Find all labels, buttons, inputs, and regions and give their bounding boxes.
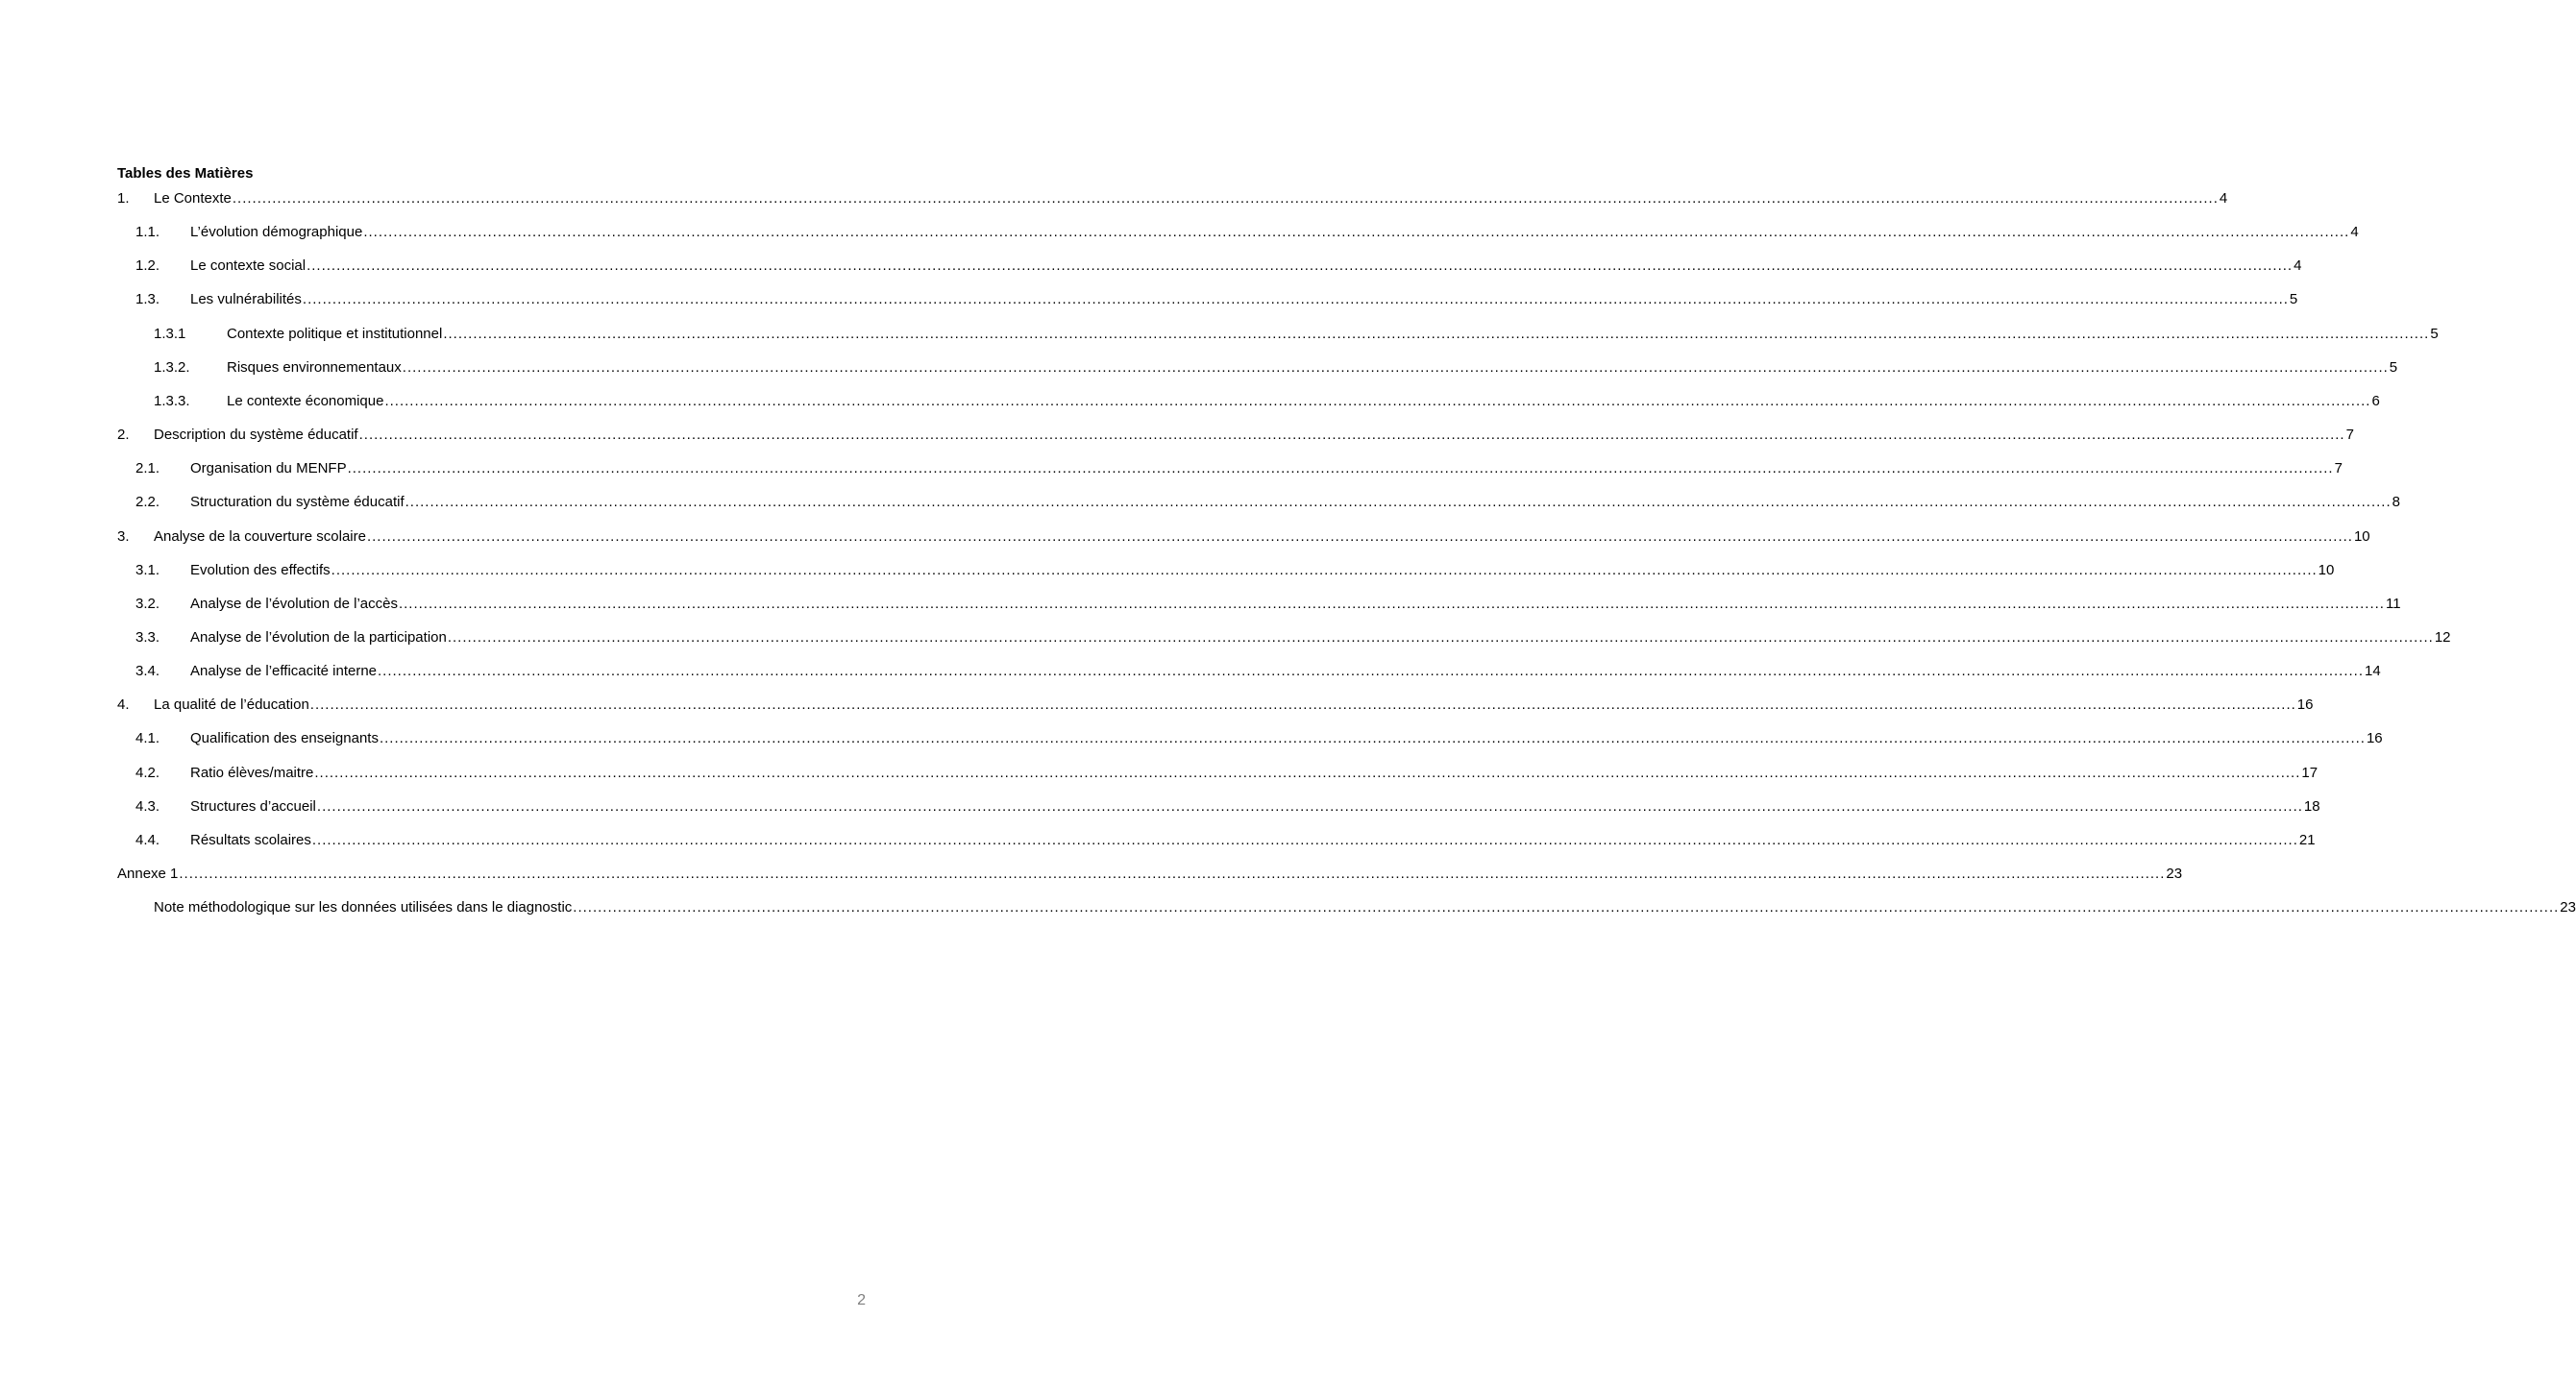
- toc-title: Tables des Matières: [117, 165, 254, 182]
- toc-entry-page: 4: [2219, 190, 2228, 207]
- toc-entry[interactable]: [0, 357, 2398, 379]
- toc-entry-page: 5: [2289, 291, 2298, 308]
- toc-entry[interactable]: [0, 492, 2400, 513]
- toc-leader-dots: ................................................................................................................................................................................................................................................................................................................................................................................................................: [347, 460, 2334, 477]
- toc-entry-page: 12: [2434, 629, 2451, 646]
- toc-leader-dots: ................................................................................................................................................................................................................................................................................................................................................................................................................: [331, 561, 2318, 578]
- toc-entry-page: 6: [2371, 392, 2380, 409]
- toc-entry-label: Le Contexte: [154, 190, 232, 207]
- toc-entry-number: 2.1.: [135, 460, 160, 477]
- toc-entry-label: Les vulnérabilités: [190, 291, 302, 308]
- toc-entry-number: 1.: [117, 190, 130, 207]
- toc-entry-label: Analyse de l’évolution de l’accès: [190, 595, 398, 612]
- toc-leader-dots: ................................................................................................................................................................................................................................................................................................................................................................................................................: [314, 764, 2301, 781]
- toc-entry[interactable]: [0, 391, 2380, 412]
- toc-entry-number: 4.4.: [135, 831, 160, 848]
- toc-leader-dots: ................................................................................................................................................................................................................................................................................................................................................................................................................: [311, 831, 2298, 848]
- toc-entry-number: 1.2.: [135, 257, 160, 275]
- toc-entry[interactable]: [0, 425, 2354, 446]
- toc-entry[interactable]: [0, 763, 2318, 784]
- toc-entry-page: 10: [2353, 527, 2370, 545]
- toc-entry-page: 8: [2392, 494, 2400, 511]
- toc-entry[interactable]: [0, 661, 2381, 682]
- toc-entry-number: 1.3.2.: [154, 358, 190, 376]
- toc-entry[interactable]: [0, 796, 2320, 818]
- toc-entry-label: Qualification des enseignants: [190, 730, 379, 747]
- toc-entry-label: L’évolution démographique: [190, 224, 363, 241]
- toc-entry-number: 3.1.: [135, 561, 160, 578]
- toc-leader-dots: ................................................................................................................................................................................................................................................................................................................................................................................................................: [309, 696, 2296, 714]
- toc-entry-page: 21: [2298, 831, 2316, 848]
- toc-entry-label: Analyse de l’efficacité interne: [190, 663, 378, 680]
- toc-entry[interactable]: [0, 256, 2302, 277]
- toc-entry-page: 10: [2318, 561, 2335, 578]
- toc-entry-label: Le contexte social: [190, 257, 307, 275]
- toc-entry[interactable]: [0, 458, 2343, 479]
- toc-entry-page: 14: [2365, 663, 2381, 680]
- toc-entry-number: 1.1.: [135, 224, 160, 241]
- toc-entry-number: 4.3.: [135, 797, 160, 815]
- toc-entry-page: 5: [2389, 358, 2398, 376]
- toc-entry-page: 7: [2345, 427, 2354, 443]
- toc-entry-label: Ratio élèves/maitre: [190, 764, 314, 781]
- toc-entry-page: 23: [2166, 866, 2183, 882]
- toc-entry-page: 16: [2366, 730, 2383, 747]
- toc-leader-dots: ................................................................................................................................................................................................................................................................................................................................................................................................................: [443, 325, 2430, 342]
- toc-leader-dots: ................................................................................................................................................................................................................................................................................................................................................................................................................: [405, 494, 2392, 511]
- toc-entry-page: 4: [2350, 224, 2359, 241]
- page-number: 2: [857, 1292, 866, 1308]
- toc-entry-label: Organisation du MENFP: [190, 460, 347, 477]
- toc-entry-label: La qualité de l’éducation: [154, 696, 309, 714]
- toc-entry[interactable]: [0, 560, 2335, 581]
- toc-entry-page: 18: [2303, 797, 2320, 815]
- toc-entry-number: 3.: [117, 527, 130, 545]
- toc-entry-label: Note méthodologique sur les données utilisées dans le diagnostic: [154, 899, 573, 916]
- toc-leader-dots: ................................................................................................................................................................................................................................................................................................................................................................................................................: [398, 595, 2385, 612]
- toc-entry-number: 1.3.1: [154, 325, 186, 342]
- toc-entry[interactable]: [0, 728, 2383, 749]
- toc-leader-dots: ................................................................................................................................................................................................................................................................................................................................................................................................................: [302, 291, 2289, 308]
- toc-entry[interactable]: [0, 222, 2359, 243]
- toc-entry-number: 4.1.: [135, 730, 160, 747]
- toc-entry-label: Analyse de la couverture scolaire: [154, 527, 366, 545]
- toc-entry-label: Résultats scolaires: [190, 831, 311, 848]
- toc-entry[interactable]: [0, 526, 2370, 548]
- toc-leader-dots: ................................................................................................................................................................................................................................................................................................................................................................................................................: [447, 629, 2434, 646]
- toc-entry[interactable]: [0, 830, 2316, 851]
- toc-entry-number: 4.2.: [135, 764, 160, 781]
- toc-leader-dots: ................................................................................................................................................................................................................................................................................................................................................................................................................: [573, 899, 2560, 916]
- toc-entry-label: Structures d’accueil: [190, 797, 316, 815]
- toc-entry[interactable]: [0, 627, 2451, 648]
- toc-entry-number: 3.2.: [135, 595, 160, 612]
- toc-entry[interactable]: [0, 188, 2228, 209]
- toc-entry[interactable]: [0, 324, 2439, 345]
- toc-entry-page: 7: [2334, 460, 2343, 477]
- toc-entry-number: 1.3.: [135, 291, 160, 308]
- toc-entry-page: 5: [2430, 325, 2439, 342]
- toc-entry-label: Annexe 1: [117, 866, 179, 882]
- toc-leader-dots: ................................................................................................................................................................................................................................................................................................................................................................................................................: [179, 866, 2166, 882]
- toc-entry-number: 3.4.: [135, 663, 160, 680]
- toc-entry[interactable]: [0, 897, 2576, 918]
- toc-leader-dots: ................................................................................................................................................................................................................................................................................................................................................................................................................: [307, 257, 2294, 275]
- toc-leader-dots: ................................................................................................................................................................................................................................................................................................................................................................................................................: [358, 427, 2345, 443]
- toc-leader-dots: ................................................................................................................................................................................................................................................................................................................................................................................................................: [384, 392, 2371, 409]
- toc-entry-label: Structuration du système éducatif: [190, 494, 405, 511]
- toc-entry-label: Description du système éducatif: [154, 427, 358, 443]
- toc-leader-dots: ................................................................................................................................................................................................................................................................................................................................................................................................................: [378, 663, 2365, 680]
- toc-leader-dots: ................................................................................................................................................................................................................................................................................................................................................................................................................: [316, 797, 2303, 815]
- toc-entry-label: Evolution des effectifs: [190, 561, 331, 578]
- toc-entry-number: 3.3.: [135, 629, 160, 646]
- toc-entry-page: 4: [2294, 257, 2302, 275]
- toc-entry-page: 11: [2385, 595, 2401, 612]
- toc-leader-dots: ................................................................................................................................................................................................................................................................................................................................................................................................................: [363, 224, 2350, 241]
- toc-entry[interactable]: [0, 289, 2298, 310]
- toc-leader-dots: ................................................................................................................................................................................................................................................................................................................................................................................................................: [379, 730, 2366, 747]
- toc-entry-label: Le contexte économique: [227, 392, 384, 409]
- toc-entry-number: 4.: [117, 696, 130, 714]
- toc-entry[interactable]: [0, 864, 2183, 885]
- toc-leader-dots: ................................................................................................................................................................................................................................................................................................................................................................................................................: [232, 190, 2219, 207]
- toc-leader-dots: ................................................................................................................................................................................................................................................................................................................................................................................................................: [402, 358, 2389, 376]
- toc-entry[interactable]: [0, 695, 2314, 716]
- toc-entry-label: Analyse de l’évolution de la participation: [190, 629, 447, 646]
- toc-entry-page: 16: [2296, 696, 2314, 714]
- toc-entry-number: 1.3.3.: [154, 392, 190, 409]
- toc-entry-label: Contexte politique et institutionnel: [227, 325, 443, 342]
- toc-entry-number: 2.2.: [135, 494, 160, 511]
- toc-entry-page: 23: [2560, 899, 2576, 916]
- toc-entry-page: 17: [2301, 764, 2318, 781]
- toc-entry[interactable]: [0, 594, 2401, 615]
- toc-entry-number: 2.: [117, 427, 130, 443]
- toc-leader-dots: ................................................................................................................................................................................................................................................................................................................................................................................................................: [366, 527, 2353, 545]
- toc-entry-label: Risques environnementaux: [227, 358, 402, 376]
